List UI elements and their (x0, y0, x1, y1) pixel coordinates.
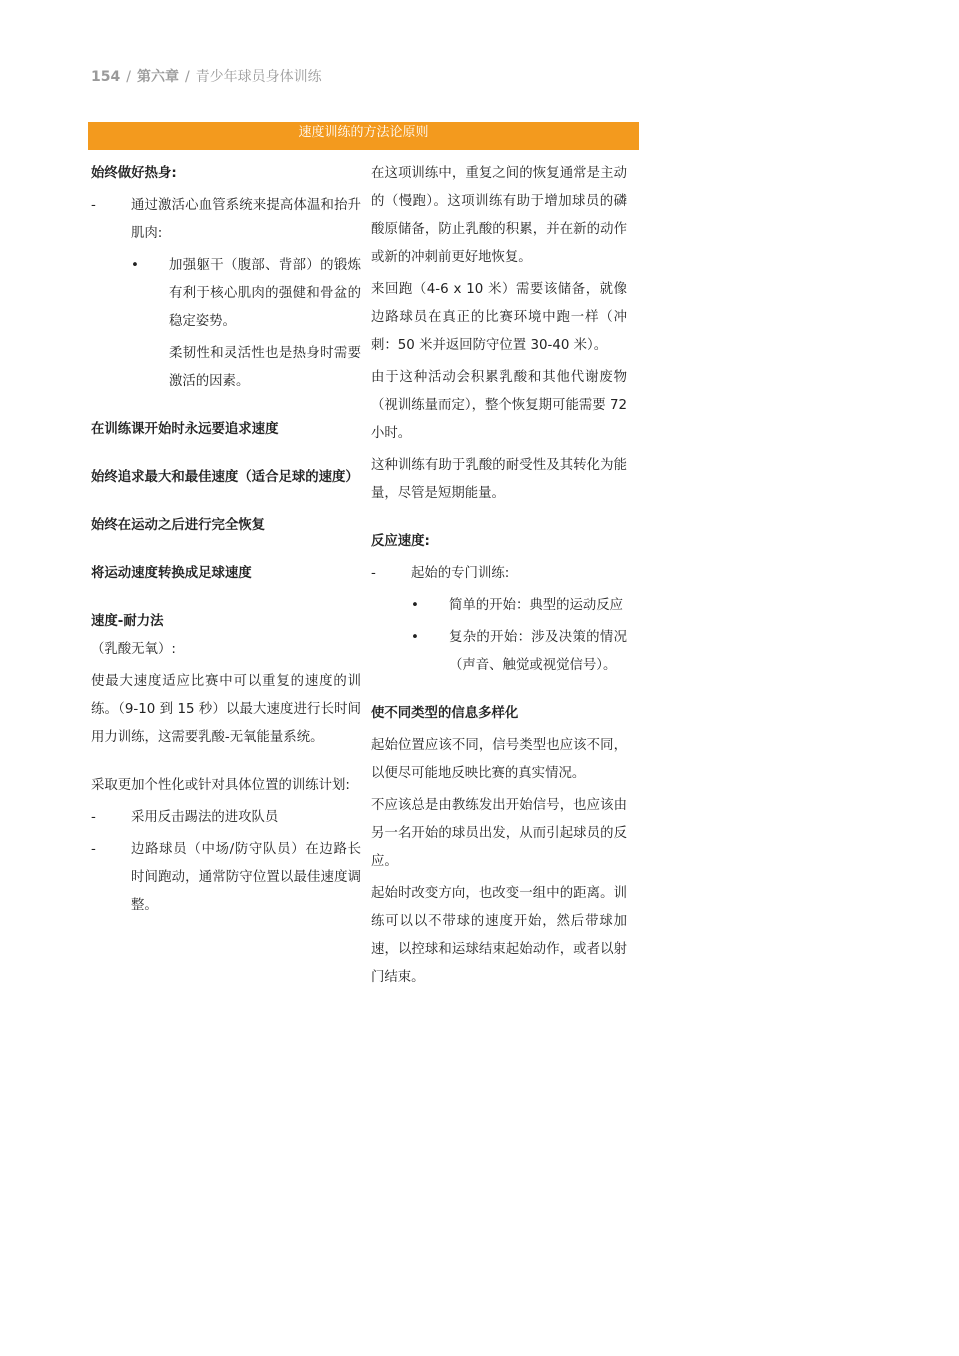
chapter-label: 第六章 (136, 69, 179, 85)
list-item (91, 252, 361, 336)
page-number: 154 (91, 69, 121, 85)
endurance-subtitle: （乳酸无氧）: (91, 642, 176, 657)
bullet-marker: • (411, 630, 419, 645)
start-position-paragraph: 起始位置应该不同，信号类型也应该不同，以便尽可能地反映比赛的真实情况。 (371, 738, 627, 781)
banner-title: 速度训练的方法论原则 (298, 125, 429, 140)
list-item-text: 简单的开始：典型的运动反应 (449, 598, 624, 613)
list-item-text: 通过激活心血管系统来提高体温和抬升肌肉: (131, 198, 361, 241)
dash-marker: - (91, 810, 96, 825)
list-item-continuation: 柔韧性和灵活性也是热身时需要激活的因素。 (169, 346, 361, 389)
personalized-paragraph: 采取更加个性化或针对具体位置的训练计划: (91, 778, 350, 793)
shuttle-run-paragraph: 来回跑（4-6 x 10 米）需要该储备，就像边路球员在真正的比赛环境中跑一样（冲刺：50 米并返回防守位置 30-40 米）。 (371, 282, 627, 353)
dash-marker: - (91, 198, 96, 213)
list-item (91, 804, 361, 832)
list-item (371, 592, 627, 620)
list-item-text: 复杂的开始：涉及决策的情况（声音、触觉或视觉信号）。 (449, 630, 627, 673)
header-separator: / (184, 69, 190, 85)
list-item-text: 边路球员（中场/防守队员）在边路长时间跑动，通常防守位置以最佳速度调整。 (131, 842, 361, 913)
list-item-text: 加强躯干（腹部、背部）的锻炼有利于核心肌肉的强健和骨盆的稳定姿势。 (169, 258, 361, 329)
heading-recovery: 始终在运动之后进行完全恢复 (91, 518, 266, 533)
list-item (371, 560, 627, 588)
header-separator: / (126, 69, 131, 85)
tolerance-paragraph: 这种训练有助于乳酸的耐受性及其转化为能量，尽管是短期能量。 (371, 458, 627, 501)
heading-warmup: 始终做好热身: (91, 166, 177, 181)
section-banner (88, 122, 639, 150)
lactate-paragraph: 由于这种活动会积累乳酸和其他代谢废物（视训练量而定），整个恢复期可能需要 72 小时。 (371, 370, 627, 441)
heading-diversify: 使不同类型的信息多样化 (371, 706, 519, 721)
heading-speed-endurance: 速度-耐力法 (91, 614, 164, 629)
direction-change-paragraph: 起始时改变方向，也改变一组中的距离。训练可以以不带球的速度开始，然后带球加速，以控球和运球结束起始动作，或者以射门结束。 (371, 886, 627, 985)
list-item (371, 624, 627, 680)
heading-start-speed: 在训练课开始时永远要追求速度 (91, 422, 279, 437)
left-column (91, 160, 361, 920)
right-column (371, 160, 627, 992)
heading-convert: 将运动速度转换成足球速度 (91, 566, 252, 581)
list-item-text: 采用反击踢法的进攻队员 (131, 810, 279, 825)
bullet-marker: • (131, 258, 139, 273)
list-item (91, 836, 361, 920)
running-header (91, 66, 322, 86)
bullet-marker: • (411, 598, 419, 613)
endurance-paragraph: 使最大速度适应比赛中可以重复的速度的训练。（9-10 到 15 秒）以最大速度进行长时间用力训练，这需要乳酸-无氧能量系统。 (91, 674, 361, 745)
dash-marker: - (371, 566, 376, 581)
chapter-title: 青少年球员身体训练 (195, 69, 322, 85)
start-signal-paragraph: 不应该总是由教练发出开始信号，也应该由另一名开始的球员出发，从而引起球员的反应。 (371, 798, 627, 869)
dash-marker: - (91, 842, 96, 857)
list-item-text: 起始的专门训练: (411, 566, 510, 581)
list-item (91, 192, 361, 248)
recovery-paragraph: 在这项训练中，重复之间的恢复通常是主动的（慢跑）。这项训练有助于增加球员的磷酸原储备，防止乳酸的积累，并在新的动作或新的冲刺前更好地恢复。 (371, 166, 627, 265)
heading-reaction-speed: 反应速度: (371, 534, 430, 549)
heading-max-speed: 始终追求最大和最佳速度（适合足球的速度） (91, 470, 359, 485)
